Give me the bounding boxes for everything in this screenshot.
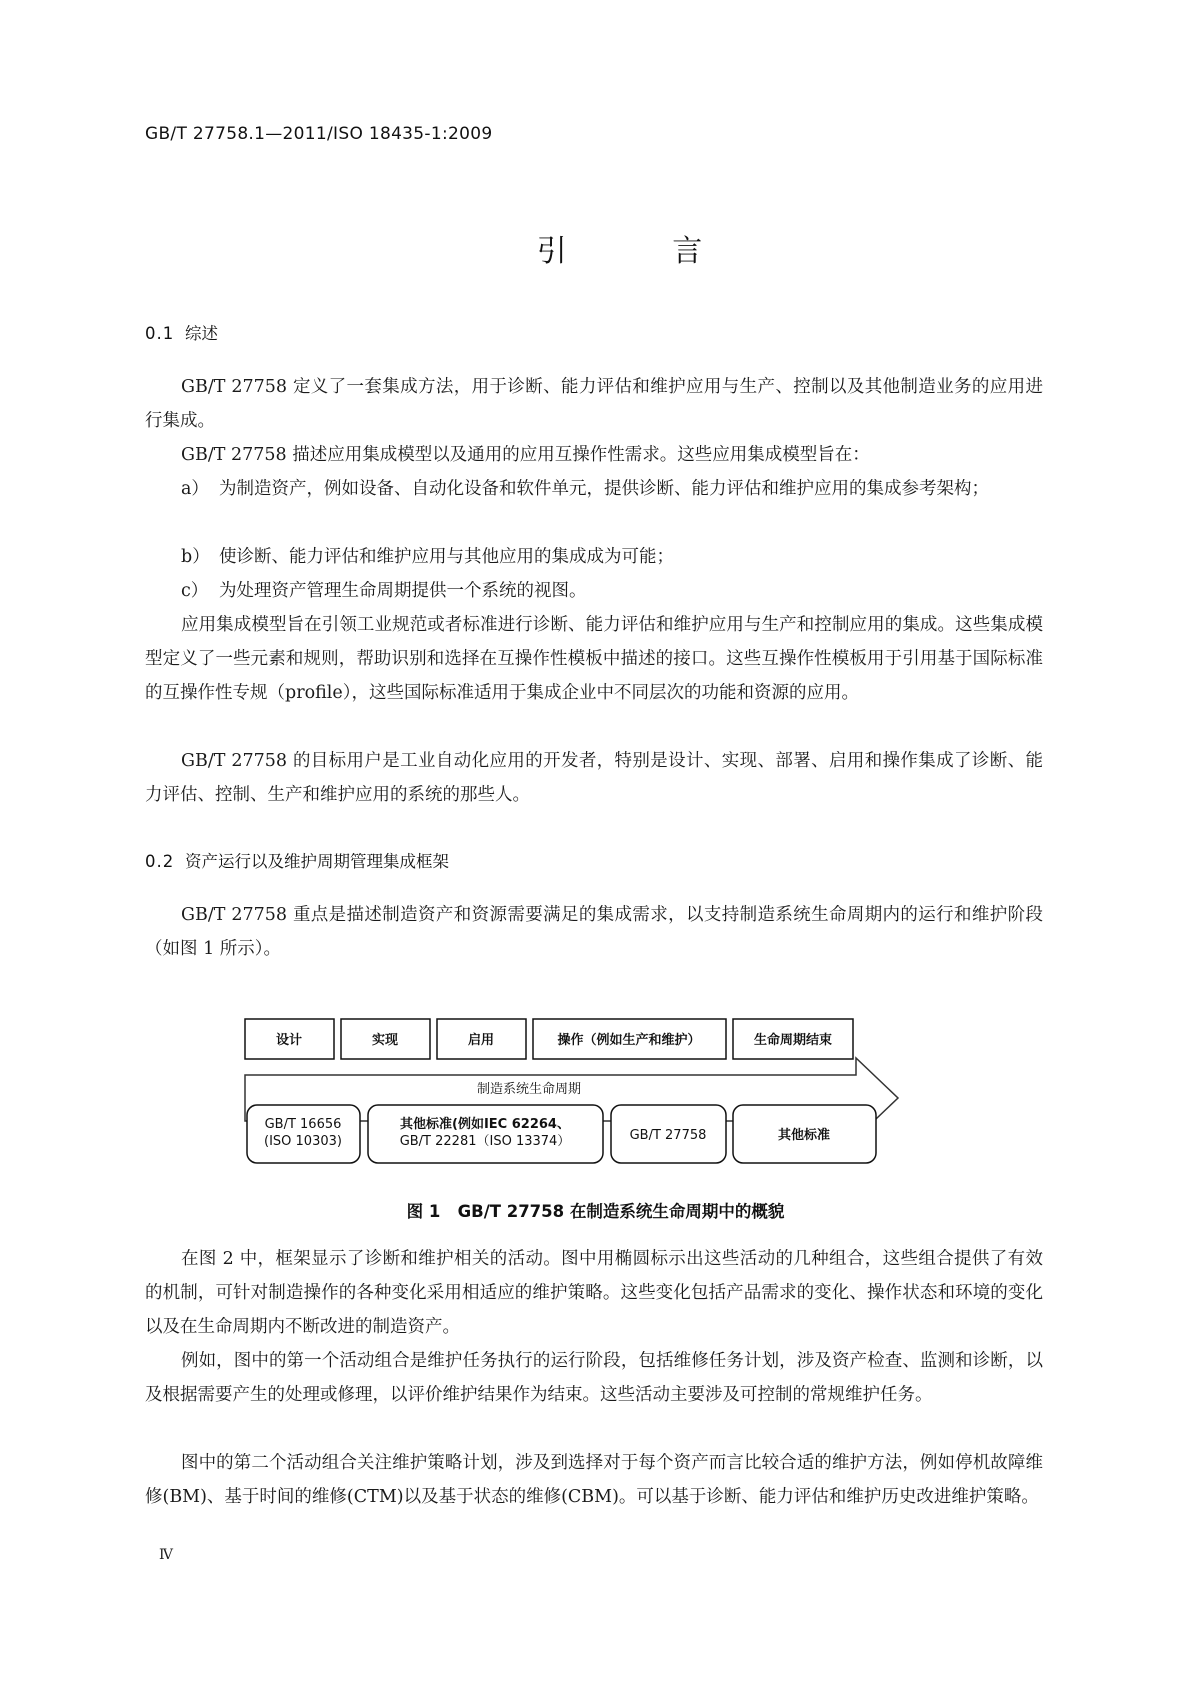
list-text: 为处理资产管理生命周期提供一个系统的视图。 [219, 581, 587, 601]
standard-id: GB/T 27758.1—2011/ISO 18435-1:2009 [145, 124, 493, 144]
paragraph: GB/T 27758 的目标用户是工业自动化应用的开发者，特别是设计、实现、部署、启用和操作集成了诊断、能力评估、控制、生产和维护应用的系统的那些人。 [145, 751, 1043, 805]
page-title: 引 言 [536, 234, 751, 269]
list-marker: b） [181, 547, 210, 567]
standard-label: GB/T 27758 [629, 1128, 707, 1143]
phase-label: 操作（例如生产和维护） [557, 1033, 701, 1048]
section-heading-0-1 [145, 320, 218, 344]
standard-label: GB/T 22281（ISO 13374） [399, 1134, 571, 1149]
caption-number: 图 1 [406, 1202, 441, 1221]
section-title: 综述 [185, 324, 218, 343]
standard-label: (ISO 10303) [264, 1134, 342, 1149]
standard-label: 其他标准 [777, 1128, 831, 1143]
caption-text: GB/T 27758 在制造系统生命周期中的概貌 [457, 1202, 785, 1221]
list-text: 为制造资产，例如设备、自动化设备和软件单元，提供诊断、能力评估和维护应用的集成参考架构； [219, 479, 989, 499]
list-item [181, 540, 1081, 574]
phase-label: 生命周期结束 [753, 1033, 833, 1048]
section-heading-0-2 [145, 848, 449, 872]
list-item [181, 574, 1081, 608]
paragraph: GB/T 27758 定义了一套集成方法，用于诊断、能力评估和维护应用与生产、控制以及其他制造业务的应用进行集成。 [145, 377, 1043, 431]
standard-label: 其他标准(例如IEC 62264、 [400, 1117, 570, 1132]
section-number: 0.2 [145, 852, 175, 871]
paragraph: 应用集成模型旨在引领工业规范或者标准进行诊断、能力评估和维护应用与生产和控制应用的集成。这些集成模型定义了一些元素和规则，帮助识别和选择在互操作性模板中描述的接口。这些互操作性模板用于引用基于国际标准的互操作性专规（profile），这些国际标准适用于集成企业中不同层次的功能和资源的应用。 [145, 615, 1043, 703]
phase-label: 实现 [371, 1033, 399, 1048]
arrow-label: 制造系统生命周期 [476, 1082, 582, 1097]
paragraph: 在图 2 中，框架显示了诊断和维护相关的活动。图中用椭圆标示出这些活动的几种组合，这些组合提供了有效的机制，可针对制造操作的各种变化采用相适应的维护策略。这些变化包括产品需求的变化、操作状态和环境的变化以及在生命周期内不断改进的制造资产。 [145, 1249, 1043, 1337]
page-number: Ⅳ [159, 1547, 173, 1563]
paragraph: 例如，图中的第一个活动组合是维护任务执行的运行阶段，包括维修任务计划，涉及资产检查、监测和诊断，以及根据需要产生的处理或修理，以评价维护结果作为结束。这些活动主要涉及可控制的常规维护任务。 [145, 1351, 1043, 1405]
list-marker: c） [181, 581, 209, 601]
paragraph: GB/T 27758 重点是描述制造资产和资源需要满足的集成需求，以支持制造系统生命周期内的运行和维护阶段（如图 1 所示）。 [145, 905, 1043, 959]
paragraph: GB/T 27758 描述应用集成模型以及通用的应用互操作性需求。这些应用集成模型旨在： [181, 445, 870, 465]
phase-label: 设计 [275, 1033, 303, 1048]
standard-label: GB/T 16656 [264, 1117, 342, 1132]
section-number: 0.1 [145, 324, 175, 343]
figure-caption [0, 1198, 1191, 1222]
lifecycle-figure [244, 1018, 954, 1178]
list-marker: a） [181, 479, 209, 499]
section-title: 资产运行以及维护周期管理集成框架 [185, 852, 449, 871]
paragraph: 图中的第二个活动组合关注维护策略计划，涉及到选择对于每个资产而言比较合适的维护方法，例如停机故障维修(BM)、基于时间的维修(CTM)以及基于状态的维修(CBM)。可以基于诊断、能力评估和维护历史改进维护策略。 [145, 1453, 1043, 1507]
list-text: 使诊断、能力评估和维护应用与其他应用的集成成为可能； [219, 547, 674, 567]
list-item [181, 472, 1081, 506]
phase-label: 启用 [467, 1033, 495, 1048]
